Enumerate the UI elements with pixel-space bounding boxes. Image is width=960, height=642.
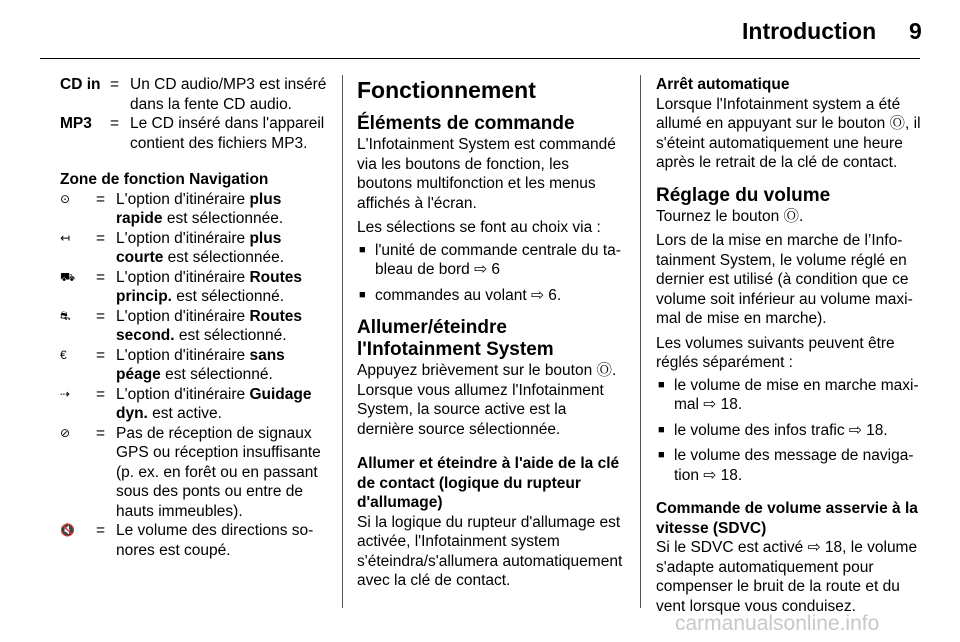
paragraph: Tournez le bouton Ⓞ. — [656, 207, 804, 225]
list-item: ■ commandes au volant ⇨ 6. — [357, 286, 625, 306]
list-item: ■ le volume des message de navigation ⇨ 18. — [656, 446, 924, 485]
nav-row: ⇢ = L'option d'itinéraire Guidage dyn. est active. — [60, 385, 312, 422]
subheading: Arrêt automatique — [656, 76, 790, 93]
subsection-title: Réglage du volume — [656, 184, 831, 206]
paragraph: Lors de la mise en marche de l’Infotainment System, le volume réglé en dernier est utilisé (à condition que ce volume soit inférieur au volume maximal de mise en marche). — [656, 232, 913, 327]
nav-row: ⊘ = Pas de réception de signaux GPS ou réception insuffisante (p. ex. en forêt ou en passant sous des ponts ou entre de hauts immeubles). — [60, 424, 321, 520]
list-item: ■ le volume des infos trafic ⇨ 18. — [656, 421, 924, 441]
nav-zone-heading: Zone de fonction Navigation — [60, 171, 269, 188]
definition-term: MP3 — [60, 115, 92, 132]
nav-row: 🔇 = Le volume des directions sonores est coupé. — [60, 522, 314, 559]
column-divider — [640, 75, 641, 608]
speaker-muted-icon: 🔇 — [60, 523, 75, 537]
column-divider — [342, 75, 343, 608]
nav-row: ↤ = L'option d'itinéraire plus courte est sélectionnée. — [60, 229, 285, 266]
bullet-list — [656, 376, 924, 486]
paragraph: Appuyez brièvement sur le bouton Ⓞ. Lorsque vous allumez l'Infotainment System, la source active est la dernière source sélectionnée. — [357, 362, 617, 438]
subsection-title: Allumer/éteindre l'Infotainment System — [357, 317, 554, 360]
subsection-title: Éléments de commande — [357, 113, 575, 134]
min-distance-icon: ↤ — [60, 230, 71, 245]
paragraph: Les sélections se font au choix via : — [357, 219, 601, 236]
no-gps-icon: ⊘ — [60, 425, 71, 440]
subheading: Allumer et éteindre à l'aide de la clé de contact (logique du rupteur d'allumage) — [357, 455, 620, 511]
paragraph: Si la logique du rupteur d'allumage est activée, l'Infotainment system s'éteindra/s'allumera automatiquement avec la clé de contact. — [357, 513, 623, 589]
nav-row: ⊙ = L'option d'itinéraire plus rapide est sélectionnée. — [60, 190, 284, 227]
nav-row: ⛟ = L'option d'itinéraire Routes princip. est sélectionné. — [60, 268, 302, 305]
paragraph: Si le SDVC est activé ⇨ 18, le volume s'adapte automatiquement pour compenser le bruit de la route et du vent lorsque vous conduisez. — [656, 539, 918, 615]
page-header — [0, 0, 960, 58]
nav-row: € = L'option d'itinéraire sans péage est sélectionné. — [60, 346, 285, 383]
header-rule — [40, 58, 920, 59]
bullet-list — [357, 241, 625, 306]
definition-row: MP3 = Le CD inséré dans l'appareil contient des fichiers MP3. — [60, 114, 330, 153]
column-middle — [357, 75, 625, 591]
secondary-road-icon: ⛐ — [60, 308, 71, 323]
list-item: ■ l'unité de commande centrale du tableau de bord ⇨ 6 — [357, 241, 625, 280]
route-guidance-icon: ⇢ — [60, 386, 71, 401]
watermark: carmanualsonline.info — [675, 612, 880, 635]
paragraph: Les volumes suivants peuvent être réglés séparément : — [656, 334, 895, 371]
page-number: 9 — [909, 18, 922, 44]
column-right — [656, 75, 924, 616]
no-toll-icon: € — [60, 347, 67, 362]
subheading: Commande de volume asservie à la vitesse (SDVC) — [656, 500, 918, 537]
list-item: ■ le volume de mise en marche maximal ⇨ 18. — [656, 376, 924, 415]
definition-term: CD in — [60, 76, 101, 93]
definition-desc: Le CD inséré dans l'appareil contient des fichiers MP3. — [130, 115, 325, 152]
section-title: Fonctionnement — [357, 77, 536, 103]
paragraph: L'Infotainment System est commandé via les boutons de fonction, les boutons multifonction et les menus affichés à l'écran. — [357, 136, 616, 212]
definition-row: CD in = Un CD audio/MP3 est inséré dans la fente CD audio. — [60, 75, 330, 114]
paragraph: Lorsque l'Infotainment system a été allumé en appuyant sur le bouton Ⓞ, il s'éteint automatiquement une heure après le retrait de la clé de contact. — [656, 95, 921, 171]
highway-icon: ⛟ — [60, 269, 76, 284]
column-left — [60, 75, 330, 560]
definition-desc: Un CD audio/MP3 est inséré dans la fente CD audio. — [130, 76, 327, 113]
clock-icon: ⊙ — [60, 191, 71, 206]
page-title: Introduction — [742, 18, 877, 44]
nav-row: ⛐ = L'option d'itinéraire Routes second. est sélectionné. — [60, 307, 302, 344]
